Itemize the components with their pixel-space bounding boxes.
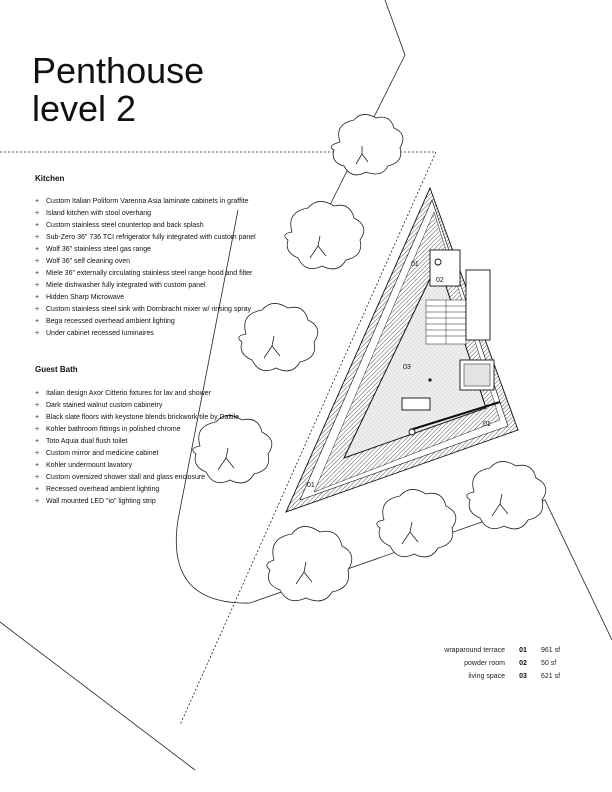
plus-icon: +	[35, 390, 40, 397]
list-item: + Kohler bathroom fittings in polished chrome	[35, 424, 285, 436]
powder-room	[430, 250, 460, 286]
plan-label-powder: 02	[436, 277, 444, 284]
list-item: + Italian design Axor Citterio fixtures for lav and shower	[35, 388, 285, 400]
plus-icon: +	[35, 234, 40, 241]
list-item: + Recessed overhead ambient lighting	[35, 484, 285, 496]
legend-room-name: living space	[468, 673, 505, 680]
kitchen-feature-list	[35, 196, 285, 340]
plus-icon: +	[35, 258, 40, 265]
legend-room-area: 621 sf	[541, 673, 561, 680]
plus-icon: +	[35, 462, 40, 469]
list-item: + Wall mounted LED "io" lighting strip	[35, 496, 285, 508]
list-item: + Sub-Zero 36" 736 TCI refrigerator fully integrated with custom panel	[35, 232, 285, 244]
plus-icon: +	[35, 198, 40, 205]
plus-icon: +	[35, 318, 40, 325]
guest-bath-heading: Guest Bath	[35, 365, 78, 374]
page-title-line1: Penthouse	[32, 50, 205, 91]
list-item: + Custom Italian Poliform Varenna Asia laminate cabinets in graffite	[35, 196, 285, 208]
list-item: + Bega recessed overhead ambient lighting	[35, 316, 285, 328]
plus-icon: +	[35, 438, 40, 445]
plan-label-terrace-top: 01	[411, 261, 419, 268]
legend-room-area: 961 sf	[541, 647, 561, 654]
list-item: + Miele 36" externally circulating stainless steel range hood and filter	[35, 268, 285, 280]
kitchen-island	[402, 398, 430, 410]
legend-row	[380, 657, 581, 670]
list-item: + Custom stainless steel sink with Dornbracht mixer w/ rinsing spray	[35, 304, 285, 316]
stair	[426, 300, 466, 344]
plus-icon: +	[35, 402, 40, 409]
plus-icon: +	[35, 282, 40, 289]
legend-room-name: wraparound terrace	[444, 647, 505, 654]
plus-icon: +	[35, 270, 40, 277]
list-item: + Under cabinet recessed luminaires	[35, 328, 285, 340]
list-item: + Wolf 36" self cleaning oven	[35, 256, 285, 268]
plus-icon: +	[35, 426, 40, 433]
page-title	[32, 52, 204, 128]
tree	[377, 489, 456, 556]
plus-icon: +	[35, 474, 40, 481]
kitchen-heading: Kitchen	[35, 174, 65, 183]
plus-icon: +	[35, 330, 40, 337]
list-item: + Toto Aquia dual flush toilet	[35, 436, 285, 448]
list-item: + Custom stainless steel countertop and back splash	[35, 220, 285, 232]
plus-icon: +	[35, 450, 40, 457]
plus-icon: +	[35, 498, 40, 505]
legend-room-name: powder room	[464, 660, 505, 667]
plus-icon: +	[35, 222, 40, 229]
legend-room-code: 02	[519, 660, 527, 667]
plus-icon: +	[35, 306, 40, 313]
area-legend	[380, 644, 581, 683]
tree	[467, 461, 546, 528]
legend-room-code: 03	[519, 673, 527, 680]
list-item: + Miele dishwasher fully integrated with custom panel	[35, 280, 285, 292]
list-item: + Custom mirror and medicine cabinet	[35, 448, 285, 460]
plus-icon: +	[35, 210, 40, 217]
plan-label-terrace-right: 01	[483, 421, 491, 428]
list-item: + Dark stained walnut custom cabinetry	[35, 400, 285, 412]
plus-icon: +	[35, 486, 40, 493]
plan-label-living: 03	[403, 364, 411, 371]
page-title-line2: level 2	[32, 88, 137, 129]
list-item: + Kohler undermount lavatory	[35, 460, 285, 472]
list-item: + Custom oversized shower stall and glass enclosure	[35, 472, 285, 484]
legend-row	[380, 644, 581, 657]
plus-icon: +	[35, 246, 40, 253]
tree	[267, 526, 352, 600]
plus-icon: +	[35, 414, 40, 421]
legend-room-code: 01	[519, 647, 527, 654]
tree	[285, 201, 364, 268]
list-item: + Black slate floors with keystone blends brickwork tile by Daltile	[35, 412, 285, 424]
plan-label-terrace-left: 01	[307, 482, 315, 489]
legend-row	[380, 670, 581, 683]
plus-icon: +	[35, 294, 40, 301]
guest-bath-feature-list	[35, 388, 285, 508]
list-item: + Island kitchen with stool overhang	[35, 208, 285, 220]
tree	[331, 114, 403, 174]
list-item: + Hidden Sharp Microwave	[35, 292, 285, 304]
list-item: + Wolf 36" stainless steel gas range	[35, 244, 285, 256]
legend-room-area: 50 sf	[541, 660, 557, 667]
